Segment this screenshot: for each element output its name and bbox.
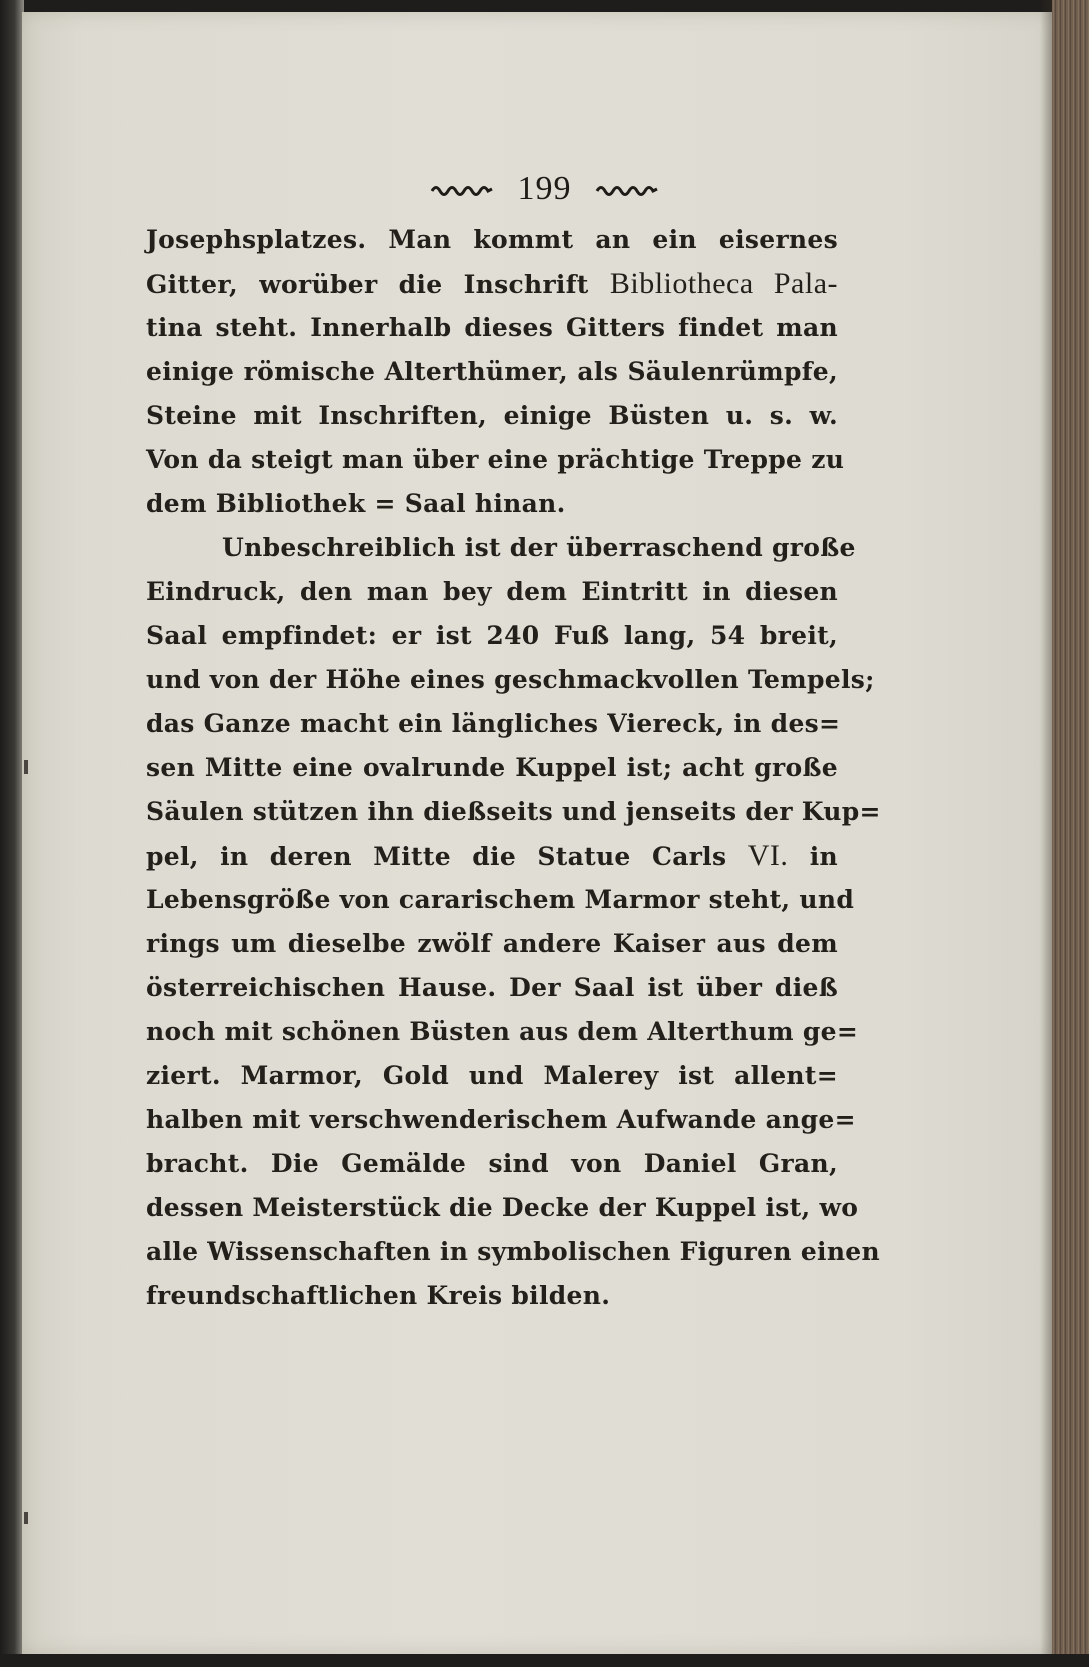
text-line [146,262,838,306]
text-segment: pel, in deren Mitte die Statue Carls [146,842,727,871]
latin-text: VI. [747,839,789,872]
text-line: einige römische Alterthümer, als Säulenrümpfe, [146,357,838,386]
ornament-left-icon [430,182,494,196]
text-line: Saal empfindet: er ist 240 Fuß lang, 54 breit, [146,621,838,650]
text-line: dem Bibliothek = Saal hinan. [146,489,566,518]
text-line: halben mit verschwenderischem Aufwande ange= [146,1105,856,1134]
text-line: rings um dieselbe zwölf andere Kaiser aus dem [146,929,838,958]
book-binding [0,0,24,1667]
text-line: sen Mitte eine ovalrunde Kuppel ist; acht große [146,753,838,782]
page-number: 199 [517,170,572,207]
text-line: Josephsplatzes. Man kommt an ein eisernes [146,225,838,254]
text-line: das Ganze macht ein längliches Viereck, in des= [146,709,841,738]
text-line: freundschaftlichen Kreis bilden. [146,1281,611,1310]
latin-text: Bibliotheca Pala- [609,267,839,300]
text-line [146,834,838,878]
margin-mark [24,1512,28,1524]
ornament-right-icon [595,182,659,196]
text-line: dessen Meisterstück die Decke der Kuppel ist, wo [146,1193,859,1222]
text-line: tina steht. Innerhalb dieses Gitters findet man [146,313,838,342]
text-line: Lebensgröße von cararischem Marmor steht, und [146,885,855,914]
text-segment: in [809,842,838,871]
margin-mark [24,760,28,774]
text-segment: Gitter, worüber die Inschrift [146,270,589,299]
text-line: Säulen stützen ihn dießseits und jenseits der Kup= [146,797,881,826]
body-text [146,218,881,1318]
text-line: Von da steigt man über eine prächtige Treppe zu [146,445,845,474]
running-head [0,170,1089,208]
text-line: Steine mit Inschriften, einige Büsten u. s. w. [146,401,838,430]
bottom-shadow [0,1654,1089,1667]
text-line: alle Wissenschaften in symbolischen Figuren einen [146,1237,880,1266]
top-shadow [0,0,1089,12]
text-line: noch mit schönen Büsten aus dem Alterthum ge= [146,1017,859,1046]
text-line: ziert. Marmor, Gold und Malerey ist allent= [146,1061,838,1090]
text-line: Eindruck, den man bey dem Eintritt in diesen [146,577,838,606]
text-line: Unbeschreiblich ist der überraschend große [222,533,856,562]
text-line: österreichischen Hause. Der Saal ist über dieß [146,973,838,1002]
text-line: und von der Höhe eines geschmackvollen Tempels; [146,665,875,694]
fore-edge-leaves [1052,0,1089,1667]
text-line: bracht. Die Gemälde sind von Daniel Gran, [146,1149,838,1178]
